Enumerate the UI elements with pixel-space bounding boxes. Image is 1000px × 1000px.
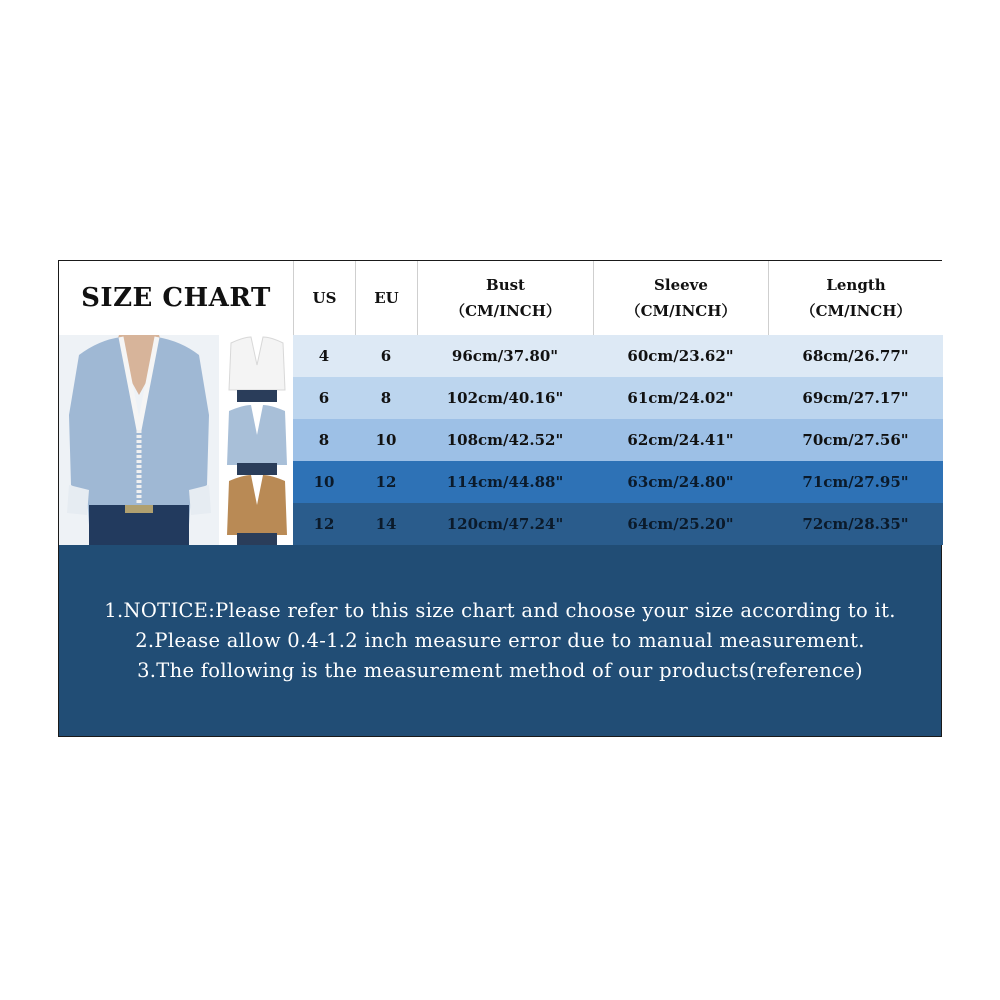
cell-sleeve: 62cm/24.41" (627, 431, 734, 449)
table-row (293, 377, 943, 419)
cell-length: 69cm/27.17" (802, 389, 909, 407)
cell-length: 70cm/27.56" (802, 431, 909, 449)
table-row (293, 335, 943, 377)
size-chart-card (58, 260, 942, 737)
cell-us: 8 (318, 431, 330, 449)
blouse-blue-variant-icon (219, 405, 293, 475)
notice-panel (59, 545, 941, 736)
cell-sleeve: 63cm/24.80" (627, 473, 734, 491)
product-photo-illustration (59, 335, 293, 545)
col-header-bust-label: Bust (486, 275, 525, 294)
col-header-length-label: Length (826, 275, 886, 294)
cell-length: 71cm/27.95" (802, 473, 909, 491)
col-header-eu-label: EU (374, 289, 399, 307)
cell-bust: 114cm/44.88" (446, 473, 564, 491)
col-header-eu (355, 261, 417, 335)
blouse-blue-icon (59, 335, 219, 545)
blouse-white-icon (219, 335, 293, 405)
cell-bust: 102cm/40.16" (446, 389, 564, 407)
notice-line-3: 3.The following is the measurement method of our products(reference) (137, 658, 863, 682)
col-header-length (768, 261, 943, 335)
col-header-sleeve (593, 261, 768, 335)
cell-eu: 10 (375, 431, 397, 449)
size-chart-title: SIZE CHART (81, 283, 271, 313)
size-table-body (293, 335, 943, 545)
cell-sleeve: 61cm/24.02" (627, 389, 734, 407)
cell-bust: 108cm/42.52" (446, 431, 564, 449)
cell-us: 10 (313, 473, 335, 491)
product-photo (59, 335, 294, 545)
cell-eu: 12 (375, 473, 397, 491)
table-row (293, 503, 943, 545)
notice-line-1: 1.NOTICE:Please refer to this size chart and choose your size according to it. (104, 598, 896, 622)
cell-sleeve: 60cm/23.62" (627, 347, 734, 365)
cell-us: 12 (313, 515, 335, 533)
table-header (59, 261, 943, 336)
cell-us: 4 (318, 347, 330, 365)
cell-eu: 8 (380, 389, 392, 407)
col-header-length-unit: （CM/INCH） (800, 301, 912, 320)
table-row (293, 419, 943, 461)
cell-us: 6 (318, 389, 330, 407)
table-row (293, 461, 943, 503)
cell-sleeve: 64cm/25.20" (627, 515, 734, 533)
col-header-us (293, 261, 355, 335)
blouse-tan-icon (219, 475, 293, 545)
cell-length: 72cm/28.35" (802, 515, 909, 533)
col-header-sleeve-label: Sleeve (654, 275, 708, 294)
col-header-sleeve-unit: （CM/INCH） (625, 301, 737, 320)
cell-bust: 96cm/37.80" (451, 347, 559, 365)
cell-bust: 120cm/47.24" (446, 515, 564, 533)
notice-line-2: 2.Please allow 0.4-1.2 inch measure error due to manual measurement. (135, 628, 865, 652)
col-header-bust (417, 261, 593, 335)
cell-eu: 6 (380, 347, 392, 365)
cell-eu: 14 (375, 515, 397, 533)
col-header-us-label: US (312, 289, 337, 307)
cell-length: 68cm/26.77" (802, 347, 909, 365)
col-header-bust-unit: （CM/INCH） (450, 301, 561, 320)
